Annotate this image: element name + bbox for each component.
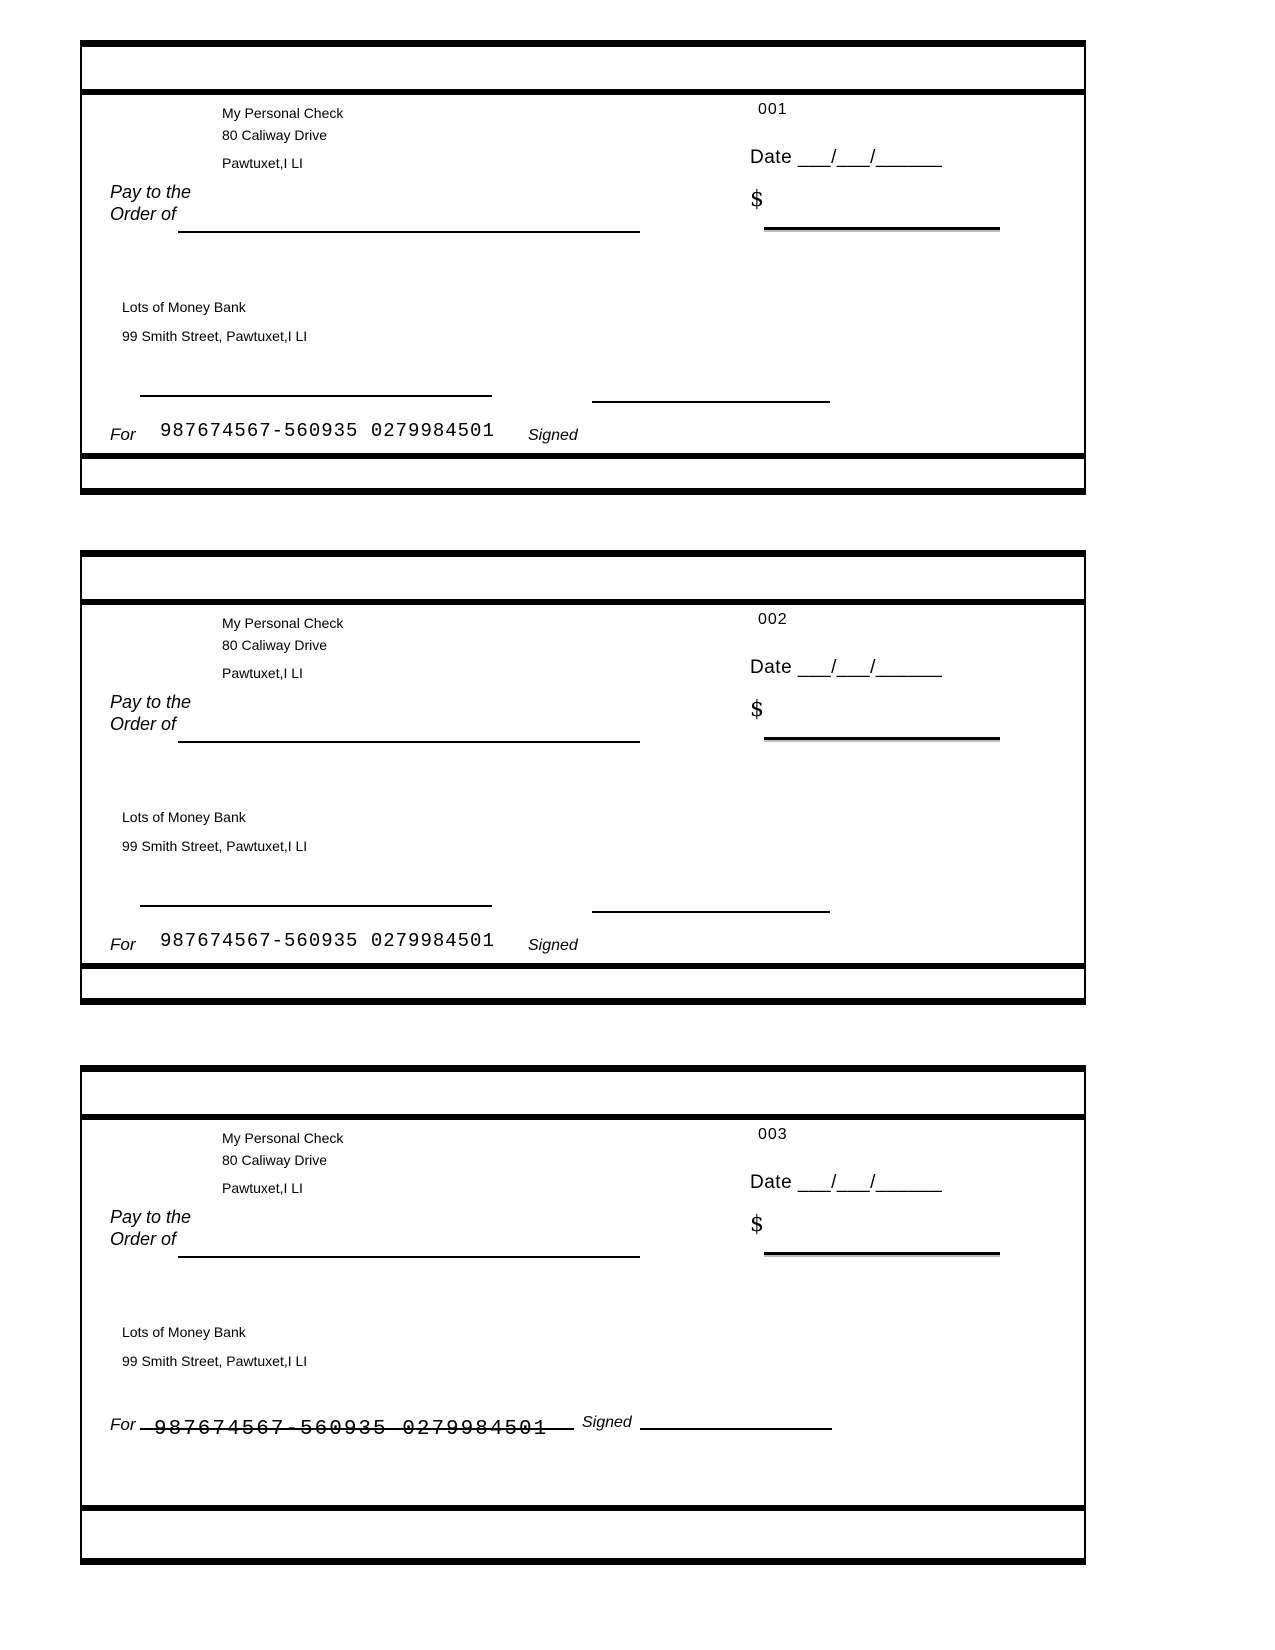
- payee-line: [178, 209, 640, 233]
- check-sheet-3: [80, 1065, 1086, 1565]
- bank-address: 99 Smith Street, Pawtuxet,I LI: [122, 838, 308, 854]
- payer-address1: 80 Caliway Drive: [222, 637, 328, 653]
- pay-to-line2: Order of: [110, 204, 177, 224]
- pay-to-line1: Pay to the: [110, 1207, 192, 1227]
- signature-line: [592, 379, 830, 403]
- check-sheet-2: [80, 550, 1086, 1005]
- payer-address1: 80 Caliway Drive: [222, 1152, 328, 1168]
- bank-address: 99 Smith Street, Pawtuxet,I LI: [122, 328, 308, 344]
- payer-name: My Personal Check: [222, 105, 344, 121]
- signed-label: Signed: [582, 1414, 632, 1431]
- amount-line: [764, 205, 1000, 230]
- for-label: For: [110, 1415, 136, 1434]
- check-2: [80, 599, 1086, 969]
- pay-to-line1: Pay to the: [110, 182, 192, 202]
- payer-name: My Personal Check: [222, 1130, 344, 1146]
- memo-line: [140, 883, 492, 907]
- payee-line: [178, 719, 640, 743]
- payer-address2: Pawtuxet,I LI: [222, 155, 303, 171]
- date-field: Date ___/___/______: [750, 657, 943, 678]
- check-number: 002: [758, 611, 788, 628]
- date-field: Date ___/___/______: [750, 147, 943, 168]
- payer-name: My Personal Check: [222, 615, 344, 631]
- memo-line: [140, 373, 492, 397]
- signed-label: Signed: [528, 427, 578, 444]
- check-3: [80, 1114, 1086, 1511]
- bank-address: 99 Smith Street, Pawtuxet,I LI: [122, 1353, 308, 1369]
- micr-numbers: 987674567-560935 0279984501: [160, 420, 495, 442]
- date-field: Date ___/___/______: [750, 1172, 943, 1193]
- pay-to-line2: Order of: [110, 1229, 177, 1249]
- pay-to-line1: Pay to the: [110, 692, 192, 712]
- amount-line: [764, 715, 1000, 740]
- micr-numbers: 987674567-560935 0279984501: [160, 930, 495, 952]
- bank-name: Lots of Money Bank: [122, 1324, 246, 1340]
- payee-line: [178, 1234, 640, 1258]
- amount-line: [764, 1230, 1000, 1255]
- for-label: For: [110, 935, 136, 954]
- payer-address2: Pawtuxet,I LI: [222, 665, 303, 681]
- dollar-sign: $: [750, 697, 764, 722]
- bank-name: Lots of Money Bank: [122, 299, 246, 315]
- payer-address2: Pawtuxet,I LI: [222, 1180, 303, 1196]
- for-label: For: [110, 425, 136, 444]
- check-sheet-1: [80, 40, 1086, 495]
- signature-line: [592, 889, 830, 913]
- dollar-sign: $: [750, 187, 764, 212]
- signed-label: Signed: [528, 937, 578, 954]
- dollar-sign: $: [750, 1212, 764, 1237]
- signature-line: [640, 1405, 832, 1430]
- payer-address1: 80 Caliway Drive: [222, 127, 328, 143]
- check-number: 001: [758, 101, 788, 118]
- bank-name: Lots of Money Bank: [122, 809, 246, 825]
- pay-to-line2: Order of: [110, 714, 177, 734]
- micr-numbers: 987674567-560935 0279984501: [154, 1418, 549, 1441]
- check-1: [80, 89, 1086, 459]
- check-number: 003: [758, 1126, 788, 1143]
